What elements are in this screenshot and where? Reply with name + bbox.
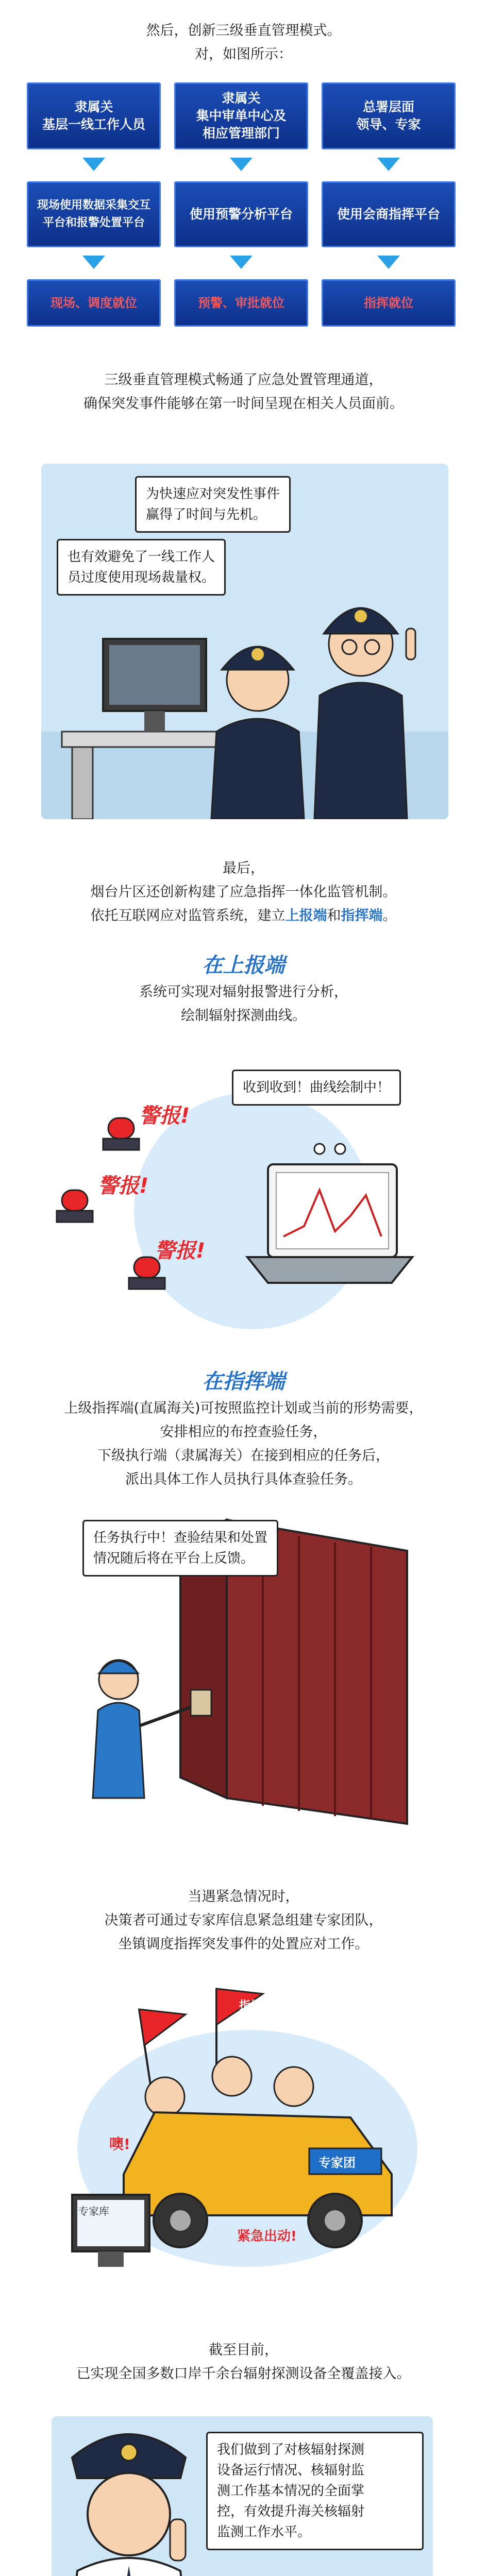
arrow-down-icon (82, 256, 105, 269)
intro-line-2: 对，如图所示： (195, 46, 292, 62)
flag-label-1: 调度 (176, 1999, 199, 2012)
diagram-level-2: 隶属关 集中审单中心及 相应管理部门 (174, 82, 308, 149)
section2-text: 和 (327, 908, 341, 924)
closing-line-2: 已实现全国多数口岸千余台辐射探测设备全覆盖接入。 (76, 2366, 411, 2382)
section2-text: 依托互联网应对监管系统，建立 (90, 908, 286, 924)
laptop-icon (247, 1144, 412, 1283)
shout-text: 紧急出动! (237, 2229, 297, 2244)
alarm-text-2: 警报! (98, 1174, 149, 1198)
jeep-label: 专家团 (318, 2156, 356, 2170)
report-heading: 在上报端 (202, 954, 285, 977)
section2-text: 。 (382, 908, 397, 924)
alarm-light-icon (57, 1190, 93, 1222)
arrow-down-icon (230, 158, 253, 171)
command-line-2: 安排相应的布控查验任务， (160, 1424, 327, 1440)
closing-line-1: 截至目前， (209, 2342, 278, 2358)
flag-label-2: 指挥 (239, 1999, 262, 2012)
diagram-platform-3: 使用会商指挥平台 (322, 181, 456, 247)
command-line-1: 上级指挥端(直属海关)可按照监控计划或当前的形势需要， (64, 1400, 423, 1416)
alarm-text-1: 警报! (139, 1104, 190, 1128)
alarm-text-3: 警报! (155, 1239, 206, 1263)
section2-line-2: 烟台片区还创新构建了应急指挥一体化监管机制。 (90, 884, 397, 900)
arrow-down-icon (377, 158, 400, 171)
emergency-line-2: 决策者可通过专家库信息紧急组建专家团队， (104, 1912, 383, 1928)
arrow-down-icon (377, 256, 400, 269)
arrow-down-icon (230, 256, 253, 269)
emergency-line-3: 坐镇调度指挥突发事件的处置应对工作。 (118, 1936, 369, 1952)
diagram-platform-2: 使用预警分析平台 (174, 181, 308, 247)
laptop-speech-bubble: 收到收到！曲线绘制中！ (232, 1070, 401, 1106)
command-line-3: 下级执行端（隶属海关）在接到相应的任务后， (97, 1448, 390, 1464)
diagram-result-3: 指挥就位 (322, 279, 456, 327)
command-end-label: 指挥端 (341, 908, 383, 924)
closing-speech-bubble: 我们做到了对核辐射探测 设备运行情况、核辐射监 测工作基本情况的全面掌 控，有效提升海关核辐射 监测工作水平。 (206, 2432, 424, 2550)
speech-bubble-left: 也有效避免了一线工作人 员过度使用现场裁量权。 (57, 539, 226, 596)
officer-icon (67, 2434, 191, 2576)
alarm-light-icon (103, 1118, 139, 1150)
report-line-2: 绘制辐射探测曲线。 (181, 1008, 306, 1024)
screen-label: 专家库 (78, 2205, 109, 2217)
section2-line-1: 最后， (223, 860, 264, 876)
section1-line-1: 三级垂直管理模式畅通了应急处置管理通道， (104, 372, 383, 388)
section2-line-3 (0, 905, 487, 927)
emergency-line-1: 当遇紧急情况时， (188, 1889, 299, 1905)
diagram-result-2: 预警、审批就位 (174, 279, 308, 327)
diagram-level-1: 隶属关 基层一线工作人员 (27, 82, 161, 149)
intro-line-1: 然后，创新三级垂直管理模式。 (146, 23, 341, 39)
section1-line-2: 确保突发事件能够在第一时间呈现在相关人员面前。 (83, 396, 404, 412)
arrow-down-icon (82, 158, 105, 171)
exclaim-text: 噢! (109, 2136, 130, 2153)
diagram-level-3: 总署层面 领导、专家 (322, 82, 456, 149)
command-line-4: 派出具体工作人员执行具体查验任务。 (125, 1471, 362, 1487)
diagram-platform-1: 现场使用数据采集交互 平台和报警处置平台 (27, 181, 161, 247)
inspector-speech-bubble: 任务执行中！查验结果和处置 情况随后将在平台上反馈。 (82, 1520, 278, 1577)
command-heading: 在指挥端 (202, 1370, 285, 1394)
report-end-label: 上报端 (285, 908, 327, 924)
speech-bubble-top: 为快速应对突发性事件 赢得了时间与先机。 (135, 476, 291, 533)
diagram-result-1: 现场、调度就位 (27, 279, 161, 327)
report-line-1: 系统可实现对辐射报警进行分析， (139, 984, 348, 1000)
